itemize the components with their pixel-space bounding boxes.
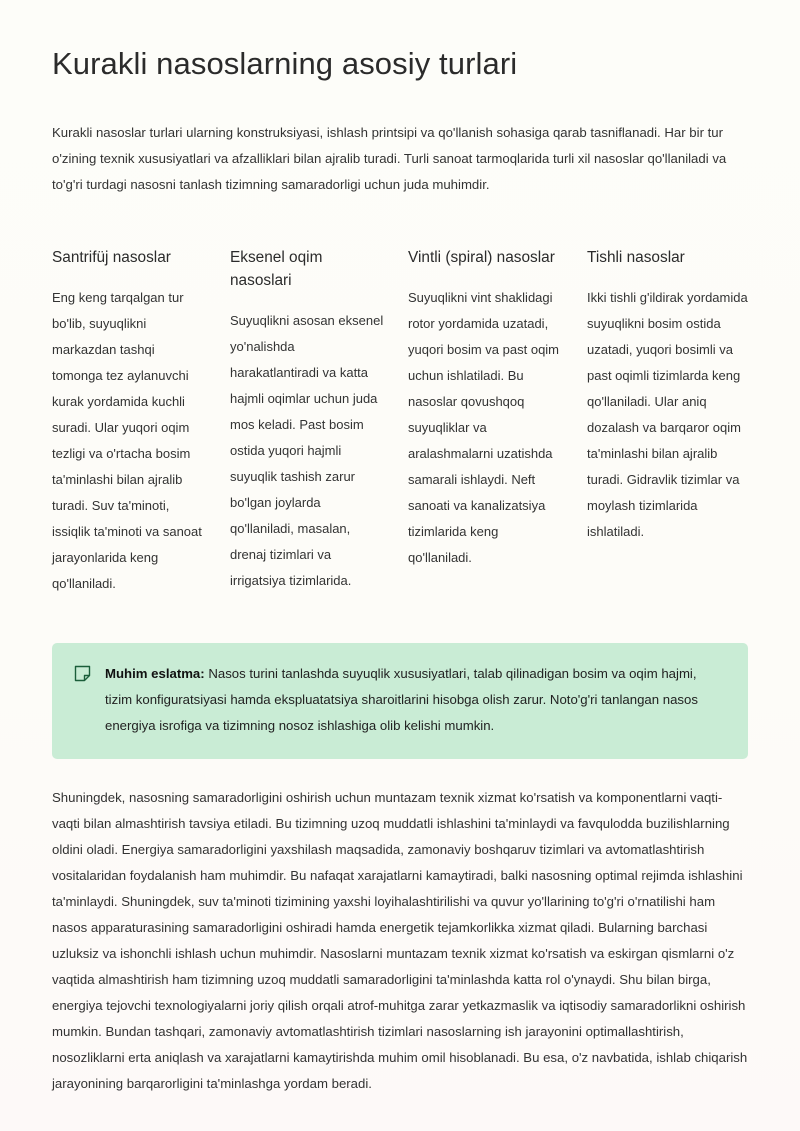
pump-type-card-1 bbox=[230, 246, 408, 594]
pump-type-body-1: Suyuqlikni asosan eksenel yo'nalishda harakatlantiradi va katta hajmli oqimlar uchun juda mos keladi. Past bosim ostida yuqori hajmli suyuqlik tashish zarur bo'lgan joylarda qo'llaniladi, masalan, drenaj tizimlari va irrigatsiya tizimlarida. bbox=[230, 313, 384, 588]
pump-type-title-1: Eksenel oqim nasoslari bbox=[230, 249, 323, 289]
outro-paragraph: Shuningdek, nasosning samaradorligini oshirish uchun muntazam texnik xizmat ko'rsatish va komponentlarni vaqti-vaqti bilan almashtirish tavsiya etiladi. Bu tizimning uzoq muddatli ishlashini ta'minlaydi va favqulodda buzilishlarning oldini oladi. Energiya samaradorligini yaxshilash maqsadida, zamonaviy boshqaruv tizimlari va avtomatlashtirish vositalaridan foydalanish ham muhimdir. Bu nafaqat xarajatlarni kamaytiradi, balki nasosning optimal rejimda ishlashini ta'minlaydi. Shuningdek, suv ta'minoti tizimining yaxshi loyihalashtirilishi va quvur yo'llarining to'g'ri o'rnatilishi ham nasos apparaturasining samaradorligini oshiradi hamda energetik tejamkorlikka xizmat qiladi. Bularning barchasi uzluksiz va ishonchli ishlash uchun muhimdir. Nasoslarni muntazam texnik xizmat ko'rsatish va eskirgan qismlarni o'z vaqtida almashtirish ham tizimning uzoq muddatli samaradorligini ta'minlashda katta rol o'ynaydi. Shu bilan birga, energiya tejovchi texnologiyalarni joriy qilish orqali atrof-muhitga zarar yetkazmaslik va iqtisodiy samaradorlikni oshirish mumkin. Bundan tashqari, zamonaviy avtomatlashtirish tizimlari nasoslarning ish jarayonini optimallashtirish, nosozliklarni erta aniqlash va xarajatlarni kamaytirishda muhim omil hisoblanadi. Bu esa, o'z navbatida, ishlab chiqarish jarayonining barqarorligini ta'minlashga yordam beradi. bbox=[52, 790, 748, 1091]
important-note-callout bbox=[52, 643, 748, 759]
pump-type-card-0 bbox=[52, 246, 230, 597]
callout-text bbox=[105, 661, 726, 739]
pump-type-body-0: Eng keng tarqalgan tur bo'lib, suyuqlikni markazdan tashqi tomonga tez aylanuvchi kurak yordamida kuchli suradi. Ular yuqori oqim tezligi va o'rtacha bosim ta'minlashi bilan ajralib turadi. Suv ta'minoti, issiqlik ta'minoti va sanoat jarayonlarida keng qo'llaniladi. bbox=[52, 290, 202, 591]
pump-type-title-0: Santrifüj nasoslar bbox=[52, 249, 171, 266]
callout-body: Nasos turini tanlashda suyuqlik xususiyatlari, talab qilinadigan bosim va oqim hajmi, tizim konfiguratsiyasi hamda ekspluatatsiya sharoitlarini hisobga olish zarur. Noto'g'ri tanlangan nasos energiya isrofiga va tizimning nosoz ishlashiga olib kelishi mumkin. bbox=[105, 666, 698, 733]
pump-type-title-2: Vintli (spiral) nasoslar bbox=[408, 249, 555, 266]
pump-type-card-3 bbox=[587, 246, 748, 545]
pump-type-card-2 bbox=[408, 246, 587, 571]
pump-types-columns bbox=[52, 198, 748, 597]
pump-type-body-2: Suyuqlikni vint shaklidagi rotor yordamida uzatadi, yuqori bosim va past oqim uchun ishlatiladi. Bu nasoslar qovushqoq suyuqliklar va aralashmalarni uzatishda samarali ishlaydi. Neft sanoati va kanalizatsiya tizimlarida keng qo'llaniladi. bbox=[408, 290, 560, 565]
page-title: Kurakli nasoslarning asosiy turlari bbox=[52, 46, 518, 81]
pump-type-body-3: Ikki tishli g'ildirak yordamida suyuqlikni bosim ostida uzatadi, yuqori bosimli va past oqimli tizimlarda keng qo'llaniladi. Ular aniq dozalash va barqaror oqim ta'minlashi bilan ajralib turadi. Gidravlik tizimlar va moylash tizimlarida ishlatiladi. bbox=[587, 290, 748, 539]
intro-paragraph: Kurakli nasoslar turlari ularning konstruksiyasi, ishlash printsipi va qo'llanish sohasiga qarab tasniflanadi. Har bir tur o'zining texnik xususiyatlari va afzalliklari bilan ajralib turadi. Turli sanoat tarmoqlarida turli xil nasoslar qo'llaniladi va to'g'ri turdagi nasosni tanlash tizimning samaradorligi uchun juda muhimdir. bbox=[52, 125, 727, 192]
note-icon bbox=[74, 665, 91, 682]
callout-label: Muhim eslatma: bbox=[105, 666, 205, 681]
pump-type-title-3: Tishli nasoslar bbox=[587, 249, 685, 266]
